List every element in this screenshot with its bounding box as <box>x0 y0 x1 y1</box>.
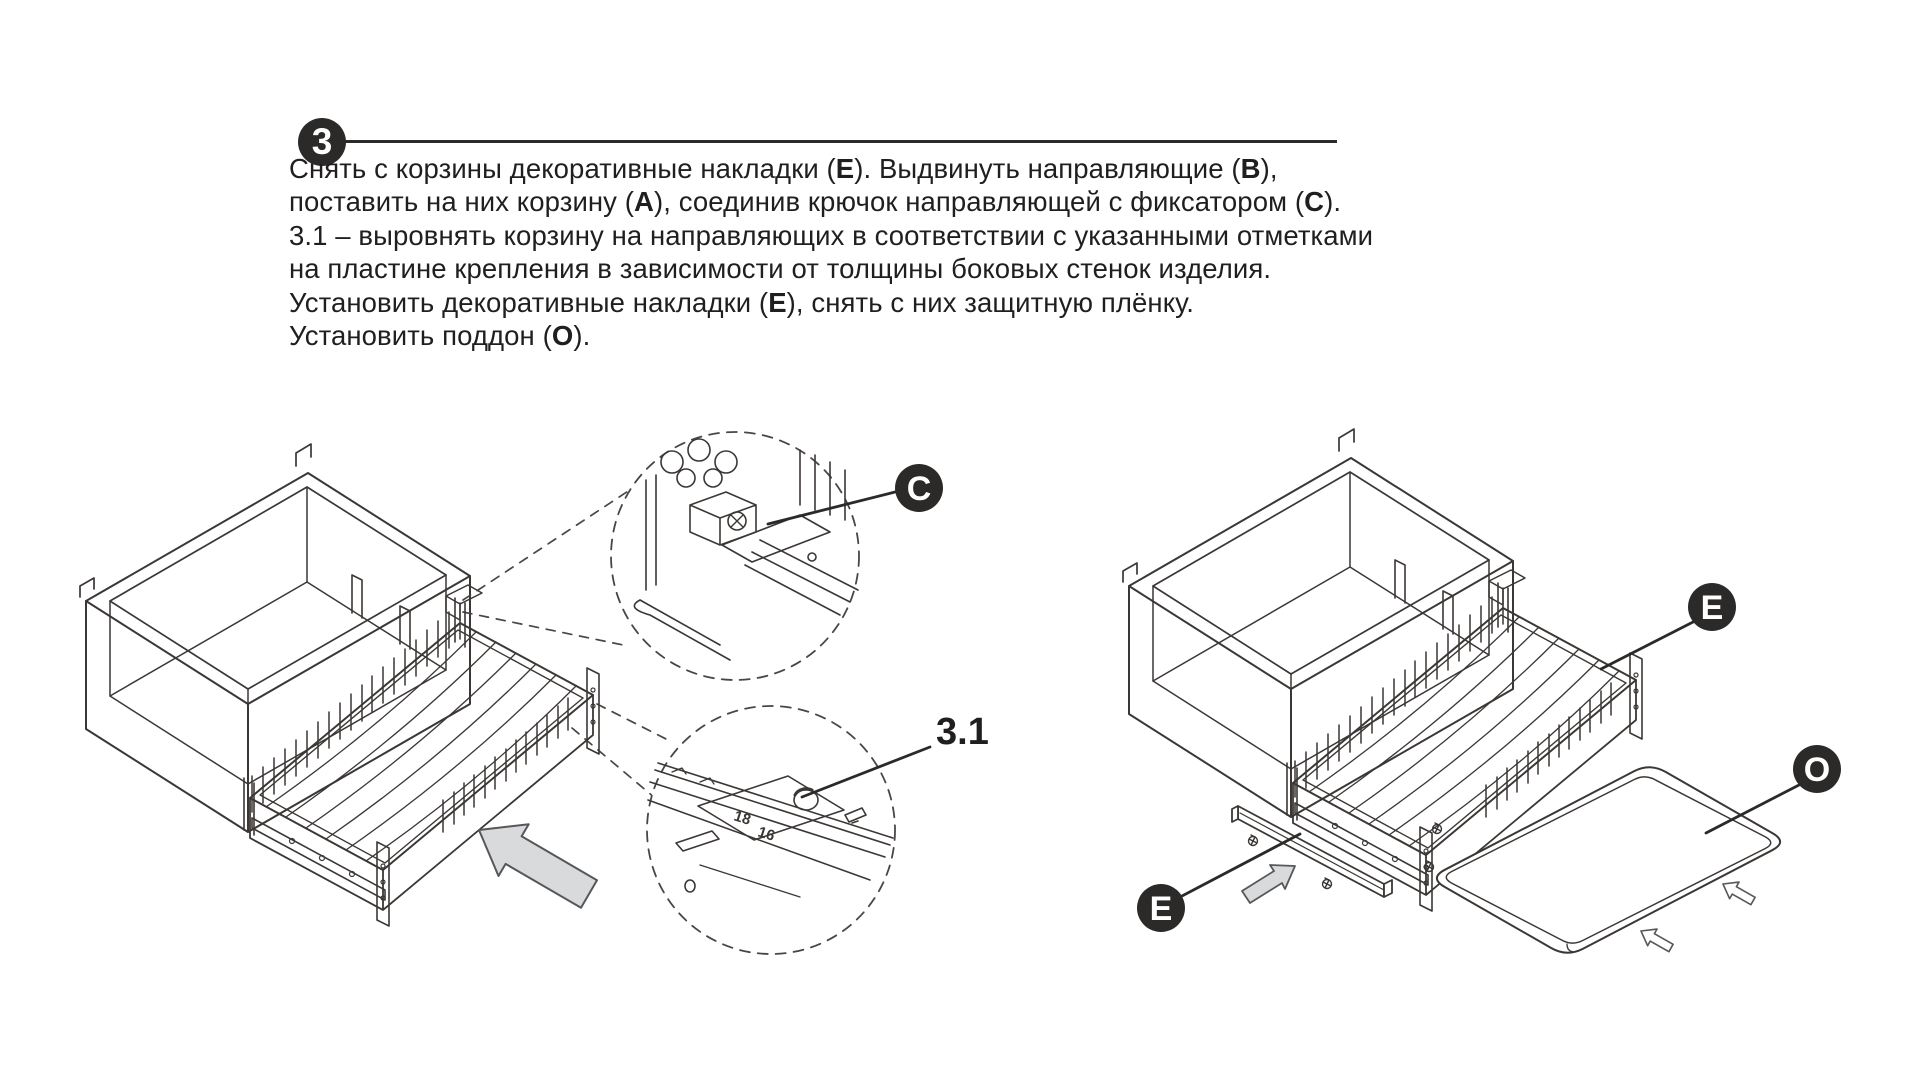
step-number: 3 <box>311 121 333 162</box>
fixator-badge <box>895 464 943 512</box>
tray <box>1437 767 1780 952</box>
instruction-line: Установить поддон (O). <box>289 320 591 352</box>
right-cabinet <box>1123 429 1513 817</box>
instruction-line: Снять с корзины декоративные накладки (E). Выдвинуть направляющие (B), <box>289 153 1278 184</box>
strip-screw <box>1249 835 1258 846</box>
plate-mark-16: 16 <box>755 823 777 845</box>
instruction-line: 3.1 – выровнять корзину на направляющих в соответствии с указанными отметками <box>289 219 1374 251</box>
left-cabinet <box>80 444 470 832</box>
instruction-line: на пластине крепления в зависимости от толщины боковых стенок изделия. <box>289 253 1272 285</box>
pull-direction-arrow <box>479 824 597 908</box>
strip-badge-bottom-letter: E <box>1149 890 1173 928</box>
tray-badge <box>1793 745 1841 793</box>
strip-badge-top <box>1688 583 1736 631</box>
left-illustration <box>80 444 670 926</box>
strip-badge-top-letter: E <box>1700 589 1724 627</box>
tray-insert-arrow <box>1723 882 1755 905</box>
instruction-line: поставить на них корзину (A), соединив крючок направляющей с фиксатором (C). <box>289 186 1342 218</box>
detail-circle-c <box>611 432 943 680</box>
right-illustration <box>1123 429 1841 953</box>
tray-badge-letter: O <box>1803 751 1831 789</box>
strip-badge-bottom <box>1137 884 1185 932</box>
fixator-badge-letter: C <box>906 470 932 508</box>
detail-31-label: 3.1 <box>936 711 989 753</box>
strip-push-arrow <box>1242 865 1295 903</box>
instruction-line: Установить декоративные накладки (E), снять с них защитную плёнку. <box>289 286 1194 318</box>
tray-insert-arrow <box>1641 929 1673 952</box>
strip-screw <box>1323 878 1332 889</box>
detail-circle-31 <box>647 706 989 954</box>
plate-mark-18: 18 <box>731 807 753 829</box>
strip-top-leader-line <box>1601 621 1695 669</box>
